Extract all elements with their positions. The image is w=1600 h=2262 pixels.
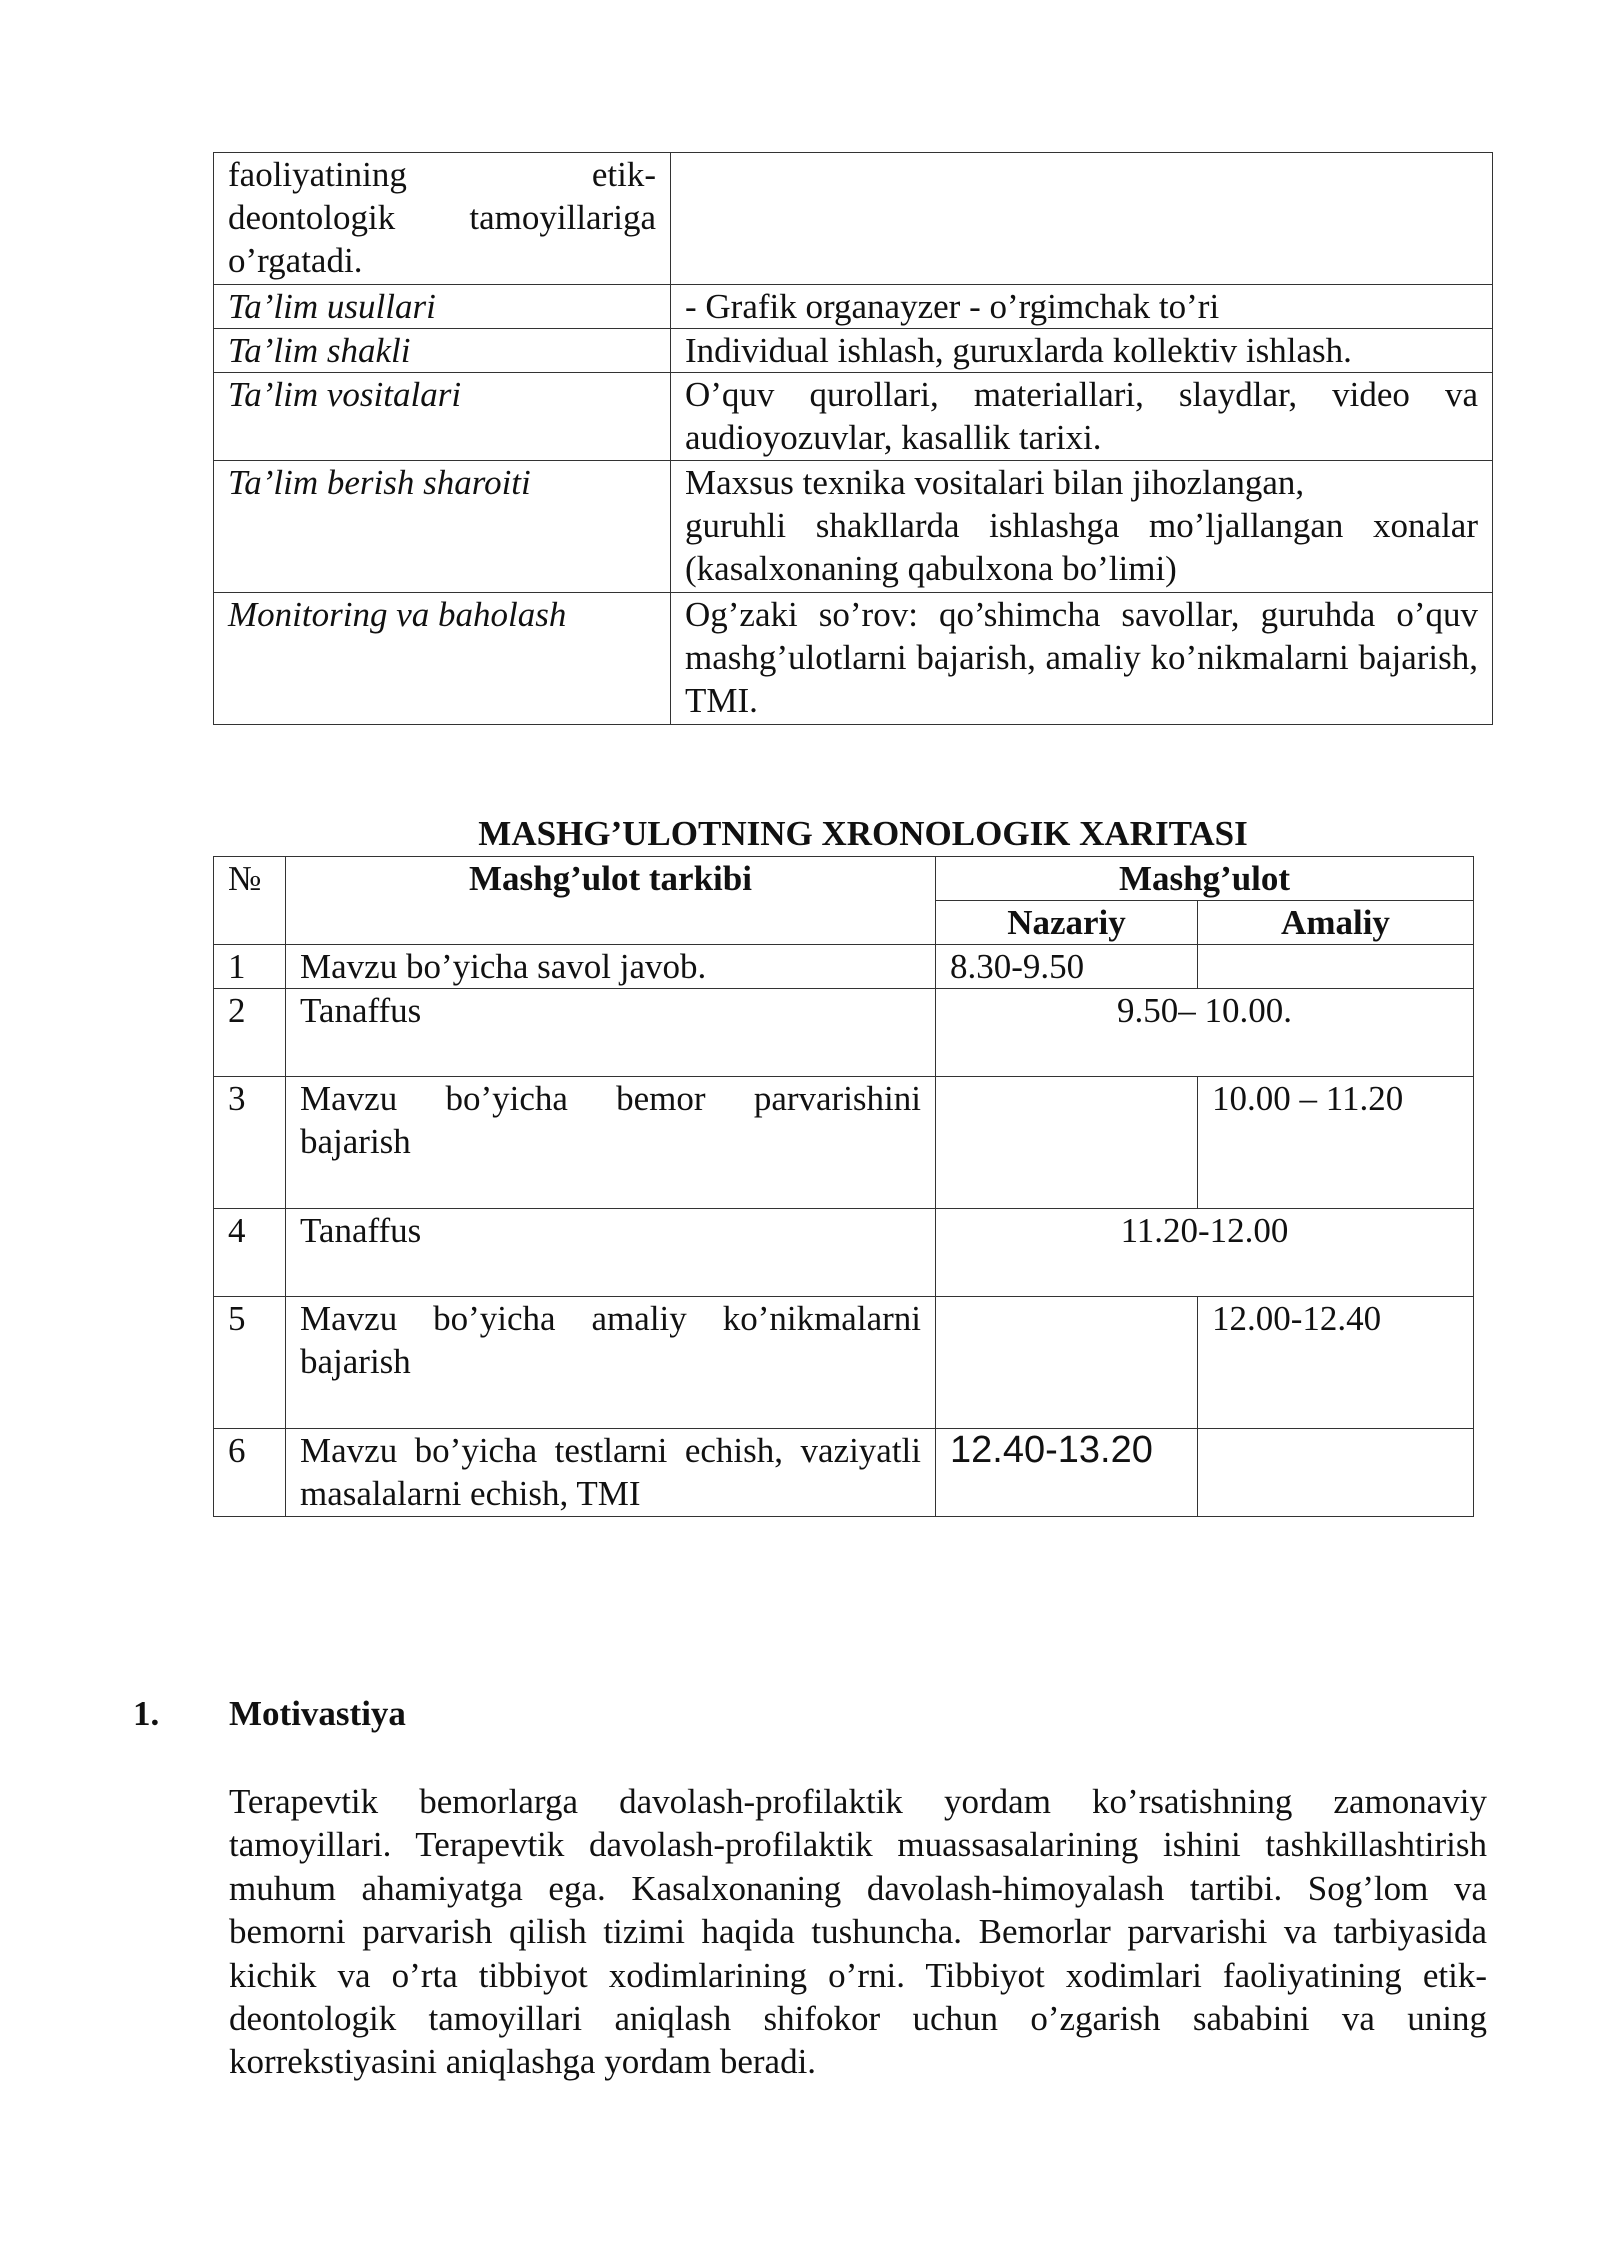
value-line: (kasalxonaning qabulxona bo’limi) — [685, 549, 1177, 588]
row-content: Mavzu bo’yicha testlarni echish, vaziyatli masalalarni echish, TMI — [286, 1429, 936, 1517]
table-cell-value: Og’zaki so’rov: qo’shimcha savollar, guruhda o’quv mashg’ulotlarni bajarish, amaliy ko’nikmalarni bajarish, TMI. — [671, 593, 1493, 725]
table-cell-label: Ta’lim berish sharoiti — [214, 461, 671, 593]
row-theory: 12.40-13.20 — [936, 1429, 1198, 1517]
table-row — [214, 945, 1474, 989]
row-merged-time: 11.20-12.00 — [936, 1209, 1474, 1297]
table-cell-value: - Grafik organayzer - o’rgimchak to’ri — [671, 285, 1493, 329]
table-cell-value — [671, 153, 1493, 285]
table-row — [214, 373, 1493, 461]
table-row — [214, 153, 1493, 285]
table-row — [214, 1209, 1474, 1297]
table-row — [214, 989, 1474, 1077]
table-cell-label: Monitoring va baholash — [214, 593, 671, 725]
table-cell-label: Ta’lim vositalari — [214, 373, 671, 461]
row-theory: 8.30-9.50 — [936, 945, 1198, 989]
row-practice — [1198, 1429, 1474, 1517]
header-theory: Nazariy — [936, 901, 1198, 945]
row-content: Tanaffus — [286, 989, 936, 1077]
row-practice: 10.00 – 11.20 — [1198, 1077, 1474, 1209]
row-no: 5 — [214, 1297, 286, 1429]
table-header-row — [214, 857, 1474, 901]
row-merged-time: 9.50– 10.00. — [936, 989, 1474, 1077]
table-cell-label: Ta’lim shakli — [214, 329, 671, 373]
row-theory — [936, 1077, 1198, 1209]
schedule-table — [213, 856, 1474, 1517]
table-row — [214, 1077, 1474, 1209]
section-paragraph: Terapevtik bemorlarga davolash-profilaktik yordam ko’rsatishning zamonaviy tamoyillari. Terapevtik davolash-profilaktik muassasalarining ishini tashkillashtirish muhum ahamiyatga ega. Kasalxonaning davolash-himoyalash tartibi. Sog’lom va bemorni parvarish qilish tizimi haqida tushuncha. Bemorlar parvarishi va tarbiyasida kichik va o’rta tibbiyot xodimlarining o’rni. Tibbiyot xodimlari faoliyatining etik-deontologik tamoyillari aniqlash shifokor uchun o’zgarish sababini va uning korrekstiyasini aniqlashga yordam beradi. — [229, 1782, 1487, 2082]
row-practice: 12.00-12.40 — [1198, 1297, 1474, 1429]
schedule-title: MASHG’ULOTNING XRONOLOGIK XARITASI — [478, 814, 1248, 853]
value-line: Maxsus texnika vositalari bilan jihozlangan, — [685, 463, 1305, 502]
table-row — [214, 285, 1493, 329]
table-cell-value — [671, 461, 1493, 593]
header-no: № — [214, 857, 286, 945]
lesson-info-table — [213, 152, 1493, 725]
section-title: Motivastiya — [229, 1694, 406, 1733]
label-line: deontologik tamoyillariga — [228, 198, 656, 237]
table-row — [214, 1429, 1474, 1517]
label-line: faoliyatining etik- — [228, 155, 656, 194]
header-content: Mashg’ulot tarkibi — [286, 857, 936, 945]
row-no: 2 — [214, 989, 286, 1077]
row-content: Mavzu bo’yicha bemor parvarishini bajarish — [286, 1077, 936, 1209]
table-cell-label — [214, 153, 671, 285]
row-theory — [936, 1297, 1198, 1429]
row-practice — [1198, 945, 1474, 989]
table-cell-label: Ta’lim usullari — [214, 285, 671, 329]
row-no: 3 — [214, 1077, 286, 1209]
header-group: Mashg’ulot — [936, 857, 1474, 901]
table-cell-value: O’quv qurollari, materiallari, slaydlar, video va audioyozuvlar, kasallik tarixi. — [671, 373, 1493, 461]
row-no: 6 — [214, 1429, 286, 1517]
table-cell-value: Individual ishlash, guruxlarda kollektiv ishlash. — [671, 329, 1493, 373]
header-practice: Amaliy — [1198, 901, 1474, 945]
value-line: guruhli shakllarda ishlashga mo’ljallangan xonalar — [685, 506, 1478, 545]
table-row — [214, 1297, 1474, 1429]
row-no: 4 — [214, 1209, 286, 1297]
table-row — [214, 593, 1493, 725]
label-line: o’rgatadi. — [228, 241, 363, 280]
table-row — [214, 461, 1493, 593]
section-number: 1. — [133, 1694, 160, 1733]
table-row — [214, 329, 1493, 373]
row-content: Mavzu bo’yicha savol javob. — [286, 945, 936, 989]
row-content: Tanaffus — [286, 1209, 936, 1297]
row-no: 1 — [214, 945, 286, 989]
row-content: Mavzu bo’yicha amaliy ko’nikmalarni bajarish — [286, 1297, 936, 1429]
